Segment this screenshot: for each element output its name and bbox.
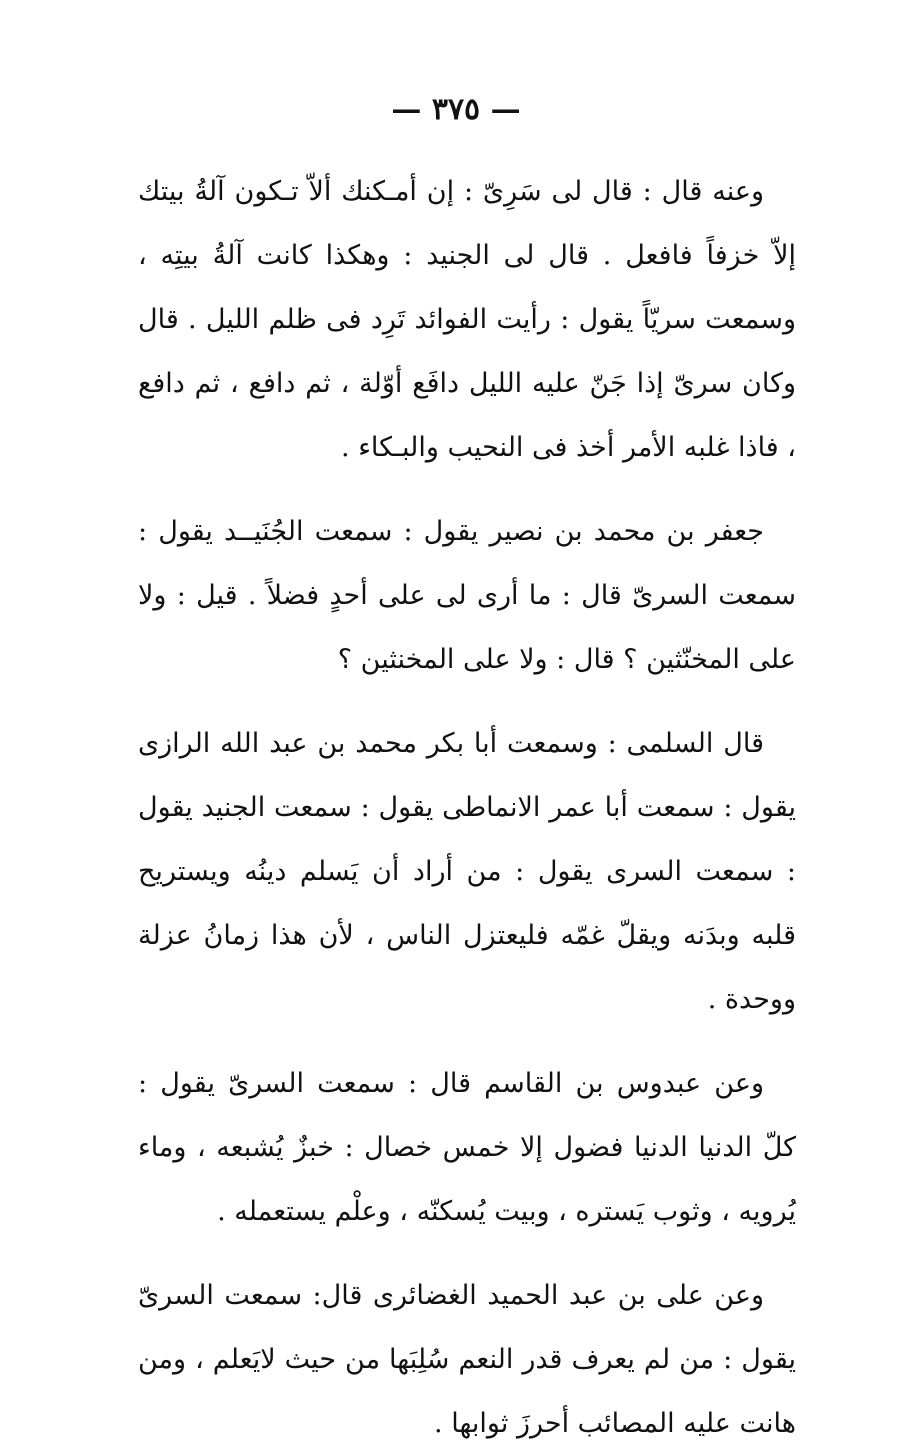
- paragraph: وعن عبدوس بن القاسم قال : سمعت السرىّ يقول : كلّ الدنيا الدنيا فضول إلا خمس خصال : خبزٌ يُشبعه ، وماء يُرويه ، وثوب يَستره ، وبيت يُسكنّه ، وعلْم يستعمله .: [138, 1068, 796, 1227]
- paragraph: جعفر بن محمد بن نصير يقول : سمعت الجُنَيــد يقول : سمعت السرىّ قال : ما أرى لى على أحدٍ فضلاً . قيل : ولا على المخنّثين ؟ قال : ولا على المخنثين ؟: [138, 516, 796, 675]
- page-number: — ٣٧٥ —: [391, 92, 521, 127]
- paragraph: قال السلمى : وسمعت أبا بكر محمد بن عبد الله الرازى يقول : سمعت أبا عمر الانماطى يقول : سمعت الجنيد يقول : سمعت السرى يقول : من أراد أن يَسلم دينُه ويستريح قلبه وبدَنه ويقلّ غمّه فليعتزل الناس ، لأن هذا زمانُ عزلة ووحدة .: [138, 728, 796, 1015]
- paragraph: وعن على بن عبد الحميد الغضائرى قال: سمعت السرىّ يقول : من لم يعرف قدر النعم سُلِبَها من حيث لايَعلم ، ومن هانت عليه المصائب أحرزَ ثوابها .: [138, 1280, 796, 1439]
- paragraph: وعنه قال : قال لى سَرِىّ : إن أمـكنك ألاّ تـكون آلةُ بيتك إلاّ خزفاً فافعل . قال لى الجنيد : وهكذا كانت آلةُ بيتِه ، وسمعت سريّاً يقول : رأيت الفوائد تَرِد فى ظلم الليل . قال وكان سرىّ إذا جَنّ عليه الليل دافَع أوّلة ، ثم دافع ، ثم دافع ، فاذا غلبه الأمر أخذ فى النحيب والبـكاء .: [138, 176, 796, 463]
- body-text: [138, 160, 796, 1456]
